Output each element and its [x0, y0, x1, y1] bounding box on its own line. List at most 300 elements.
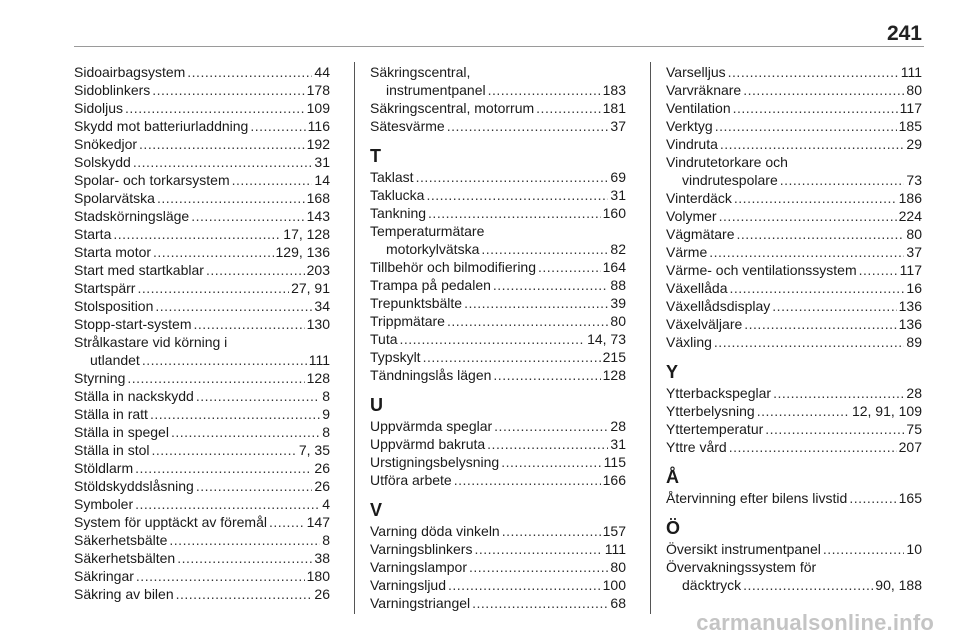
dot-leader — [501, 453, 601, 471]
index-entry-title: Ställa in ratt — [74, 406, 148, 422]
index-entry — [74, 153, 330, 171]
index-entry-line — [666, 261, 922, 279]
index-entry-title: System för upptäckt av föremål — [74, 514, 267, 530]
index-entry-pages: 31 — [610, 187, 626, 203]
index-entry-pages: 166 — [602, 472, 626, 488]
index-entry — [370, 63, 626, 99]
index-entry-pages: 160 — [602, 205, 626, 221]
index-column-2 — [370, 63, 626, 612]
dot-leader — [191, 207, 304, 225]
index-entry-line — [370, 435, 626, 453]
index-entry-title: Sätesvärme — [370, 118, 445, 134]
dot-leader — [151, 441, 296, 459]
index-entry-line — [666, 135, 922, 153]
index-entry-line — [74, 279, 330, 297]
index-entry-title: Ytterbackspeglar — [666, 385, 772, 401]
index-entry — [74, 423, 330, 441]
index-entry-title: Återvinning efter bilens livstid — [666, 490, 848, 506]
index-entry-title: Urstigningsbelysning — [370, 454, 500, 470]
index-entry-line — [74, 477, 330, 495]
index-entry — [370, 294, 626, 312]
index-entry-line — [74, 225, 330, 243]
index-entry — [74, 315, 330, 333]
index-letter-heading: Å — [666, 467, 679, 487]
index-entry-title: Växelväljare — [666, 316, 743, 332]
dot-leader — [426, 186, 608, 204]
index-entry — [74, 333, 330, 369]
index-entry-title: Startspärr — [74, 280, 136, 296]
dot-leader — [536, 99, 600, 117]
index-entry-title: Säkringscentral, motorrum — [370, 100, 535, 116]
index-entry-title: Vindruta — [666, 136, 718, 152]
index-entry — [666, 153, 922, 189]
dot-leader — [447, 117, 609, 135]
dot-leader — [169, 531, 320, 549]
index-entry — [74, 225, 330, 243]
index-entry-pages: 14, 73 — [587, 331, 626, 347]
index-entry — [666, 315, 922, 333]
index-entry-pages: 44 — [314, 64, 330, 80]
index-entry-pages: 224 — [898, 208, 922, 224]
index-entry-pages: 80 — [906, 82, 922, 98]
index-entry — [74, 99, 330, 117]
dot-leader — [743, 81, 904, 99]
index-entry-title: Varningsblinkers — [370, 541, 473, 557]
index-entry-line — [370, 312, 626, 330]
index-entry — [370, 471, 626, 489]
dot-leader — [733, 99, 898, 117]
index-entry-pages: 16 — [906, 280, 922, 296]
index-entry — [370, 330, 626, 348]
index-entry-pages: 80 — [906, 226, 922, 242]
dot-leader — [428, 204, 601, 222]
index-entry-pages: 27, 91 — [291, 280, 330, 296]
dot-leader — [400, 330, 586, 348]
index-entry-title: Starta motor — [74, 244, 152, 260]
index-entry-line — [666, 117, 922, 135]
index-entry-title: Varningsljud — [370, 577, 447, 593]
index-entry-pages: 136 — [898, 316, 922, 332]
index-entry-title: Styrning — [74, 370, 126, 386]
index-entry — [74, 279, 330, 297]
index-entry-line — [370, 330, 626, 348]
index-entry-title: Tillbehör och bilmodifiering — [370, 259, 537, 275]
dot-leader — [153, 243, 273, 261]
index-entry-pages: 115 — [603, 454, 626, 470]
index-entry-pages: 37 — [610, 118, 626, 134]
index-entry-line — [370, 576, 626, 594]
dot-leader — [127, 369, 304, 387]
index-letter-heading: U — [370, 395, 383, 415]
dot-leader — [494, 417, 608, 435]
index-entry-pages: 26 — [314, 478, 330, 494]
index-entry-pages: 116 — [307, 118, 330, 134]
index-entry-line — [666, 297, 922, 315]
index-entry — [666, 135, 922, 153]
index-entry — [666, 558, 922, 594]
index-entry-line — [370, 258, 626, 276]
footer-watermark: carmanualsonline.info — [696, 610, 934, 635]
index-entry-line — [666, 279, 922, 297]
index-entry-line — [666, 540, 922, 558]
index-entry-pages: 88 — [610, 277, 626, 293]
dot-leader — [823, 540, 905, 558]
index-entry-line — [666, 384, 922, 402]
index-entry-line — [370, 366, 626, 384]
dot-leader — [447, 312, 608, 330]
index-entry — [74, 135, 330, 153]
dot-leader — [765, 420, 904, 438]
index-entry-title: Värme — [666, 244, 708, 260]
index-entry — [666, 261, 922, 279]
index-entry — [666, 279, 922, 297]
index-entry-title: Taklast — [370, 169, 414, 185]
index-entry-line — [74, 315, 330, 333]
index-entry-title: Trippmätare — [370, 313, 445, 329]
dot-leader — [488, 81, 601, 99]
index-entry-pages: 143 — [306, 208, 330, 224]
index-letter-heading: V — [370, 500, 383, 520]
index-entry — [74, 243, 330, 261]
index-entry-line — [74, 441, 330, 459]
index-entry-pages: 29 — [906, 136, 922, 152]
index-entry-title: Vindrutetorkare och — [666, 154, 788, 170]
index-entry-pages: 130 — [306, 316, 330, 332]
index-entry-title: Säkring av bilen — [74, 586, 174, 602]
dot-leader — [734, 189, 897, 207]
index-entry-title: Temperaturmätare — [370, 223, 485, 239]
index-entry-title: Sidoairbagsystem — [74, 64, 186, 80]
index-entry-pages: 26 — [314, 460, 330, 476]
index-entry-continuation: utlandet — [90, 352, 140, 368]
index-entry-title: Varselljus — [666, 64, 726, 80]
column-divider — [354, 62, 355, 614]
index-entry-title: Översikt instrumentpanel — [666, 541, 821, 557]
index-entry-pages: 111 — [604, 541, 626, 557]
index-entry-line — [370, 453, 626, 471]
index-entry — [666, 402, 922, 420]
index-entry — [666, 99, 922, 117]
index-entry-title: Stadskörningsläge — [74, 208, 190, 224]
index-entry-title: Stöldlarm — [74, 460, 134, 476]
index-entry — [74, 207, 330, 225]
index-entry-pages: 9 — [322, 406, 330, 422]
dot-leader — [157, 189, 305, 207]
index-entry — [370, 453, 626, 471]
index-entry — [74, 63, 330, 81]
index-entry-line — [370, 522, 626, 540]
dot-leader — [155, 297, 312, 315]
index-entry — [666, 189, 922, 207]
index-entry-pages: 26 — [314, 586, 330, 602]
index-entry-title: Ställa in nackskydd — [74, 388, 194, 404]
dot-leader — [502, 522, 601, 540]
index-entry-title: Yttertemperatur — [666, 421, 764, 437]
index-entry — [370, 366, 626, 384]
index-entry-line — [370, 99, 626, 117]
index-entry-title: Ställa in spegel — [74, 424, 169, 440]
dot-leader — [728, 63, 899, 81]
dot-leader — [125, 99, 305, 117]
index-entry — [74, 387, 330, 405]
index-entry — [666, 225, 922, 243]
index-letter-heading: Y — [666, 362, 679, 382]
index-entry-line — [370, 276, 626, 294]
dot-leader — [269, 513, 305, 531]
index-entry-pages: 68 — [610, 595, 626, 611]
index-entry — [666, 420, 922, 438]
dot-leader — [177, 549, 312, 567]
index-entry-pages: 89 — [906, 334, 922, 350]
dot-leader — [472, 594, 608, 612]
dot-leader — [135, 495, 320, 513]
index-entry-line — [370, 204, 626, 222]
index-entry-title: Vinterdäck — [666, 190, 732, 206]
index-entry-pages: 8 — [322, 424, 330, 440]
index-entry-line — [666, 207, 922, 225]
index-entry — [74, 585, 330, 603]
index-entry-title: Varning döda vinkeln — [370, 523, 500, 539]
index-entry-line — [666, 315, 922, 333]
dot-leader — [714, 333, 905, 351]
index-entry-pages: 100 — [602, 577, 626, 593]
index-entry-title: Säkerhetsbälte — [74, 532, 168, 548]
index-entry-line — [74, 585, 330, 603]
index-entry-line — [74, 423, 330, 441]
index-entry-title: Uppvärmd bakruta — [370, 436, 486, 452]
index-entry-pages: 39 — [610, 295, 626, 311]
dot-leader — [137, 279, 289, 297]
index-entry-pages: 203 — [306, 262, 330, 278]
index-entry — [370, 417, 626, 435]
index-column-1 — [74, 63, 330, 603]
index-entry — [74, 531, 330, 549]
index-entry-continuation: däcktryck — [682, 577, 742, 593]
dot-leader — [757, 402, 850, 420]
index-entry-continuation: instrumentpanel — [386, 82, 486, 98]
dot-leader — [481, 240, 608, 258]
dot-leader — [448, 576, 601, 594]
index-entry-pages: 4 — [322, 496, 330, 512]
index-entry-pages: 178 — [306, 82, 330, 98]
index-entry — [666, 243, 922, 261]
index-entry — [74, 405, 330, 423]
index-entry-title: Start med startkablar — [74, 262, 204, 278]
index-entry-pages: 73 — [906, 172, 922, 188]
index-entry-title: Skydd mot batteriurladdning — [74, 118, 249, 134]
index-entry-title: Varningstriangel — [370, 595, 471, 611]
dot-leader — [719, 207, 897, 225]
index-entry-pages: 8 — [322, 532, 330, 548]
index-entry — [370, 186, 626, 204]
index-entry-title: Trepunktsbälte — [370, 295, 463, 311]
index-entry-pages: 186 — [898, 190, 922, 206]
index-entry-pages: 136 — [898, 298, 922, 314]
index-entry-pages: 12, 91, 109 — [851, 403, 922, 419]
dot-leader — [493, 276, 609, 294]
index-entry-title: Taklucka — [370, 187, 425, 203]
index-entry — [74, 477, 330, 495]
index-entry — [370, 312, 626, 330]
index-entry-line — [74, 117, 330, 135]
index-entry-title: Snökedjor — [74, 136, 138, 152]
index-entry-title: Sidoblinkers — [74, 82, 151, 98]
dot-leader — [176, 585, 313, 603]
index-entry — [666, 384, 922, 402]
index-entry-pages: 14 — [314, 172, 330, 188]
index-entry-line — [370, 186, 626, 204]
index-entry — [370, 348, 626, 366]
index-entry-title: Typskylt — [370, 349, 421, 365]
dot-leader — [150, 405, 320, 423]
index-entry — [666, 207, 922, 225]
index-entry-title: Strålkastare vid körning i — [74, 334, 228, 350]
index-entry-title: Volymer — [666, 208, 717, 224]
index-entry-pages: 8 — [322, 388, 330, 404]
index-entry-title: Säkerhetsbälten — [74, 550, 176, 566]
dot-leader — [773, 384, 904, 402]
index-entry-title: Vägmätare — [666, 226, 735, 242]
dot-leader — [487, 435, 608, 453]
index-entry-pages: 111 — [308, 352, 330, 368]
index-entry-title: Stolsposition — [74, 298, 154, 314]
index-entry-title: Solskydd — [74, 154, 131, 170]
index-entry-line — [74, 189, 330, 207]
dot-leader — [736, 225, 904, 243]
dot-leader — [464, 294, 608, 312]
index-entry-line — [666, 489, 922, 507]
index-entry — [370, 204, 626, 222]
index-entry-pages: 37 — [906, 244, 922, 260]
index-entry-line — [370, 558, 626, 576]
index-entry-line — [74, 297, 330, 315]
index-entry-title: Ytterbelysning — [666, 403, 755, 419]
index-entry — [370, 594, 626, 612]
index-entry — [74, 261, 330, 279]
index-entry-continuation: motorkylvätska — [386, 241, 480, 257]
index-entry-pages: 90, 188 — [875, 577, 922, 593]
index-entry-title: Tuta — [370, 331, 398, 347]
index-entry-title: Symboler — [74, 496, 134, 512]
index-entry — [370, 435, 626, 453]
header-rule — [74, 46, 924, 47]
index-entry-line — [74, 153, 330, 171]
index-entry — [370, 540, 626, 558]
index-entry-title: Stöldskyddslåsning — [74, 478, 194, 494]
index-entry-title: Växling — [666, 334, 712, 350]
index-entry-line — [666, 171, 922, 189]
index-entry-title: Spolar- och torkarsystem — [74, 172, 230, 188]
index-entry-pages: 192 — [306, 136, 330, 152]
index-entry-pages: 183 — [602, 82, 626, 98]
index-entry-continuation: vindrutespolare — [682, 172, 778, 188]
index-entry-line — [74, 387, 330, 405]
index-entry — [74, 549, 330, 567]
index-entry-line — [666, 189, 922, 207]
index-entry-line — [74, 495, 330, 513]
dot-leader — [416, 168, 609, 186]
index-entry-pages: 80 — [610, 559, 626, 575]
dot-leader — [469, 558, 608, 576]
dot-leader — [171, 423, 320, 441]
index-entry-line — [666, 63, 922, 81]
index-entry-pages: 80 — [610, 313, 626, 329]
index-column-3 — [666, 63, 922, 594]
index-entry — [370, 117, 626, 135]
index-entry-line — [370, 540, 626, 558]
index-entry — [666, 489, 922, 507]
index-entry-pages: 128 — [602, 367, 626, 383]
dot-leader — [538, 258, 601, 276]
index-entry-pages: 181 — [602, 100, 626, 116]
dot-leader — [423, 348, 601, 366]
index-entry — [74, 171, 330, 189]
index-entry — [74, 81, 330, 99]
index-entry-line — [74, 513, 330, 531]
page-number: 241 — [886, 22, 922, 45]
index-entry — [370, 222, 626, 258]
index-entry-pages: 165 — [898, 490, 922, 506]
dot-leader — [780, 171, 905, 189]
index-entry-line — [666, 243, 922, 261]
index-entry — [370, 558, 626, 576]
dot-leader — [730, 279, 905, 297]
dot-leader — [196, 387, 320, 405]
dot-leader — [709, 243, 904, 261]
index-entry-title: Säkringscentral, — [370, 64, 471, 80]
dot-leader — [250, 117, 305, 135]
index-letter-heading: Ö — [666, 518, 681, 538]
index-entry-line — [666, 576, 922, 594]
index-entry-pages: 69 — [610, 169, 626, 185]
index-entry-title: Verktyg — [666, 118, 713, 134]
index-entry — [370, 576, 626, 594]
dot-leader — [743, 576, 873, 594]
index-entry — [370, 276, 626, 294]
dot-leader — [715, 117, 897, 135]
index-entry-pages: 17, 128 — [283, 226, 330, 242]
dot-leader — [859, 261, 898, 279]
index-entry — [666, 540, 922, 558]
index-entry — [666, 438, 922, 456]
index-entry-line — [666, 81, 922, 99]
index-entry-pages: 207 — [898, 439, 922, 455]
index-entry-pages: 117 — [899, 100, 922, 116]
index-entry-line — [74, 135, 330, 153]
index-entry-line — [370, 348, 626, 366]
dot-leader — [113, 225, 281, 243]
index-entry-title: Växellådsdisplay — [666, 298, 771, 314]
index-entry-line — [74, 531, 330, 549]
dot-leader — [474, 540, 602, 558]
index-entry-pages: 31 — [610, 436, 626, 452]
index-entry-line — [74, 243, 330, 261]
index-entry-title: Sidoljus — [74, 100, 124, 116]
index-entry-pages: 109 — [306, 100, 330, 116]
index-entry-title: Övervakningssystem för — [666, 559, 817, 575]
index-entry-pages: 82 — [610, 241, 626, 257]
index-entry — [74, 567, 330, 585]
index-entry-pages: 7, 35 — [298, 442, 330, 458]
index-entry-line — [370, 417, 626, 435]
dot-leader — [206, 261, 305, 279]
index-entry-pages: 128 — [306, 370, 330, 386]
index-entry-title: Ventilation — [666, 100, 731, 116]
index-entry-line — [74, 171, 330, 189]
dot-leader — [135, 459, 312, 477]
index-entry-title: Ställa in stol — [74, 442, 150, 458]
dot-leader — [232, 171, 313, 189]
